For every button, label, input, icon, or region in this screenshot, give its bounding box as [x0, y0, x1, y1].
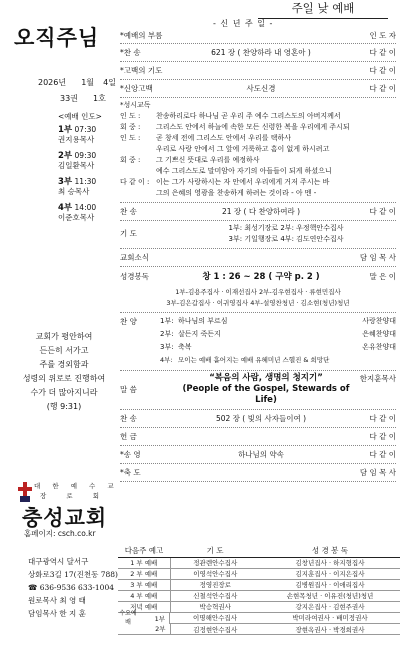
- worship-item: 4부 14:00 이준호목사: [58, 202, 97, 222]
- table-row: 저녁 예배 박승혁권사 강지은집사 · 김현주권사: [118, 601, 400, 612]
- order-responsive-reading: *성시교독 인 도 : 찬송하리로다 하나님 곧 우리 주 예수 그리스도의 아버지께서 회 중 : 그리스도 안에서 하늘에 속한 모든 신령한 복을 우리에게 주시되 인 도 : 곧 창세 전에 그리스도 안에서 우리를 택하사 우리로 사랑 안에서 그 앞에 거룩하고 흠이 없게 하시려고 회 중 : 그 기쁘신 뜻대로 우리를 예정하사 예수 그리스도로 말미암아 자기의 아들들이 되게 하셨으니 다 같 이 : 이는 그가 사랑하시는 자 안에서 우리에게 거저 주시는 바 그의 은혜의 영광을 찬송하게 하려는 것이라 - 아 멘 -: [120, 98, 396, 203]
- issue-year: 2026년: [38, 78, 67, 87]
- left-column: [0, 0, 118, 650]
- issue-info: [38, 75, 116, 107]
- homepage-link[interactable]: 홈페이지: csch.co.kr: [24, 529, 96, 538]
- right-column: [118, 0, 400, 650]
- bulletin-title: 오직주님: [14, 26, 100, 50]
- order-news: 교회소식 담 임 목 사: [120, 249, 396, 267]
- scripture-verse: 교회가 평안하여 든든히 서가고 주를 경외함과 성령의 위로로 진행하여 수가 더 많아지니라 (행 9:31): [22, 332, 106, 411]
- order-prayer: 기 도 1부: 최성기장로 2부: 우정핵안수집사 3부: 기일행장로 4부: 김도연안수집사: [120, 221, 396, 249]
- church-name: 충성교회: [22, 506, 108, 530]
- worship-item: 2부 09:30 김일환목사: [58, 150, 97, 170]
- issue-month: 1월: [81, 78, 95, 87]
- church-address: 대구광역시 달서구 상화로3길 17(진천동 788) ☎ 636-9536 633-1004 원로목사 최 영 태 담임목사 한 지 훈: [28, 557, 118, 618]
- denomination-line2: 장 로 회: [40, 492, 108, 500]
- worship-leaders: [58, 112, 102, 229]
- denomination-line1: 대 한 예 수 교: [34, 482, 119, 490]
- order-offering: 헌 금 다 같 이: [120, 428, 396, 446]
- order-hymn3: 찬 송 502 장 ( 빛의 사자들이여 ) 다 같 이: [120, 410, 396, 428]
- order-scripture: 성경봉독 창 1 : 26 ~ 28 ( 구약 p. 2 ) 말 은 이: [120, 271, 396, 282]
- order-confession: *고백의 기도 다 같 이: [120, 62, 396, 80]
- issue-number: 1호: [93, 94, 106, 103]
- table-header-row: 다음주 예고 기 도 성 경 봉 독: [118, 544, 400, 557]
- next-week-table: [118, 544, 400, 635]
- table-row: 4 부 예배 신철석안수집사 손현목청년 · 이유진(청년)청년: [118, 590, 400, 601]
- order-praise: *송 영 하나님의 약속 다 같 이: [120, 446, 396, 464]
- order-call: *예배의 부름 인 도 자: [120, 28, 396, 44]
- table-row: 2 부 예배 이영석안수집사 김지훈집사 · 이지은집사: [118, 568, 400, 579]
- order-creed: *신앙고백 사도신경 다 같 이: [120, 80, 396, 98]
- table-row: 2부 김정현안수집사 장현옥권사 · 박경희권사: [118, 624, 400, 635]
- order-of-worship: [120, 28, 396, 482]
- worship-header: <예배 인도>: [58, 112, 102, 121]
- order-hymn1: *찬 송 621 장 ( 찬양하라 내 영혼아 ) 다 같 이: [120, 44, 396, 62]
- cross-icon: [18, 482, 32, 502]
- order-choir: 찬 양 1부: 하나님의 부르심 사랑찬양대 2부: 살든지 죽든지 은혜찬양대 3부: 축복 온유찬양대 4부: 모이는 예배 흩어지는 예배 유혜미년 스헬진 & 희망단: [120, 313, 396, 371]
- service-title: 주일 낮 예배: [258, 0, 388, 19]
- table-row: 1 부 예배 정관렌안수집사 김창년집사 · 하지형집사: [118, 557, 400, 568]
- table-row: 3 부 예배 정영진장로 김병원집사 · 이애리집사: [118, 579, 400, 590]
- order-hymn2: 찬 송 21 장 ( 다 찬양하여라 ) 다 같 이: [120, 203, 396, 221]
- table-row: 수요예배 1부 이명해안수집사 박미라여권사 · 배미정권사: [118, 612, 400, 624]
- scripture-readers: 1부-김용주집사 · 이재선집사 2부-김우현집사 · 류현민집사 3부-김은갑집사 · 이귀영집사 4부-설영찬청년 · 김소현(청년)청년: [120, 285, 396, 313]
- wed-label: 수요예배: [119, 610, 137, 626]
- order-sermon: 말 씀 “복음의 사람, 생명의 청지기” (People of the Gospel, Stewards of Life) 한지훈목사: [120, 371, 396, 410]
- service-subtitle: - 신 년 주 일 -: [213, 19, 274, 28]
- issue-volume: 33권: [60, 94, 78, 103]
- worship-item: 1부 07:30 권지용목사: [58, 124, 97, 144]
- worship-item: 3부 11:30 최 승목사: [58, 176, 97, 196]
- issue-day: 4일: [103, 78, 116, 87]
- order-blessing: *축 도 담 임 목 사: [120, 464, 396, 482]
